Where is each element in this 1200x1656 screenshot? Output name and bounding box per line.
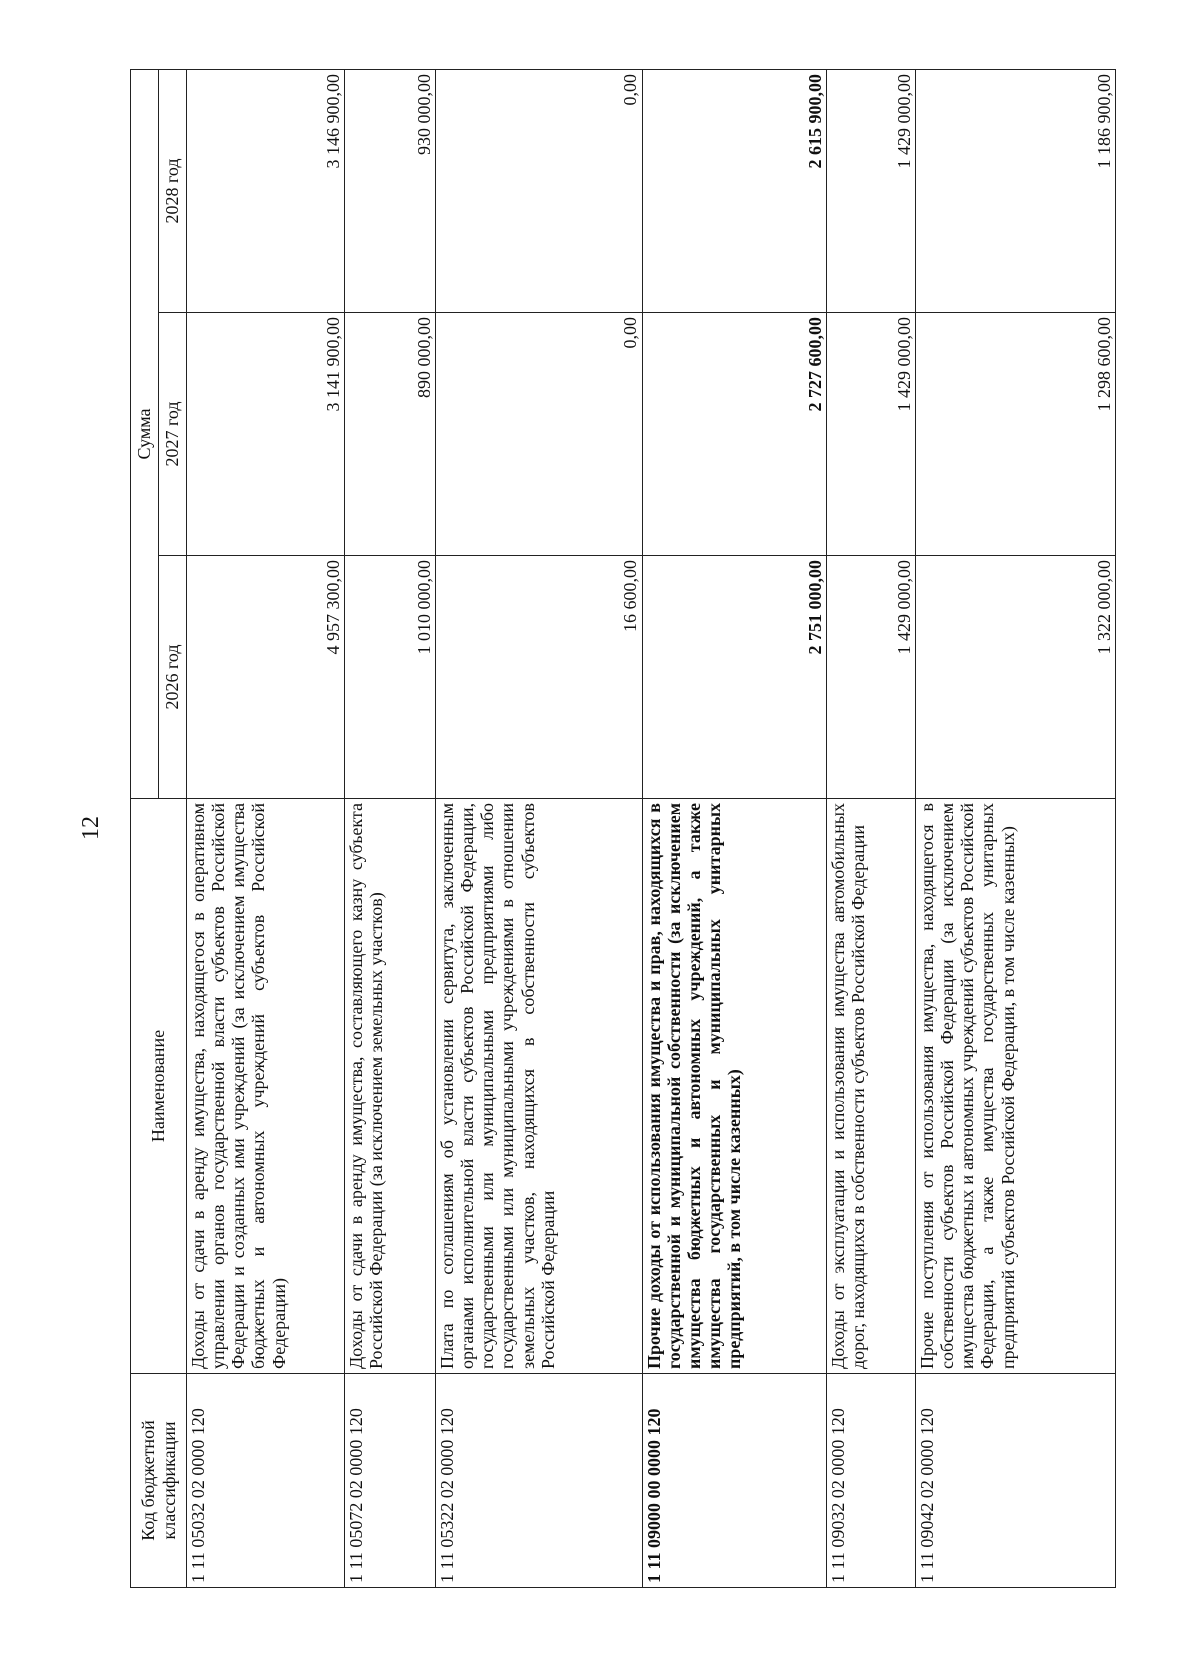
row-code: 1 11 09042 02 0000 120 <box>915 1374 1115 1588</box>
row-sum-2027: 1 429 000,00 <box>827 313 916 556</box>
table-row <box>915 69 1115 1587</box>
row-code: 1 11 05072 02 0000 120 <box>344 1374 435 1588</box>
table-row <box>187 69 345 1587</box>
row-sum-2028: 1 186 900,00 <box>915 69 1115 312</box>
header-name: Наименование <box>131 799 187 1374</box>
header-year-2028: 2028 год <box>159 69 187 312</box>
row-code: 1 11 09032 02 0000 120 <box>827 1374 916 1588</box>
table-row <box>435 69 642 1587</box>
row-sum-2027: 2 727 600,00 <box>642 313 826 556</box>
budget-table <box>130 69 1116 1588</box>
row-sum-2027: 1 298 600,00 <box>915 313 1115 556</box>
header-row <box>131 69 159 1587</box>
header-year-2026: 2026 год <box>159 556 187 799</box>
row-sum-2026: 16 600,00 <box>435 556 642 799</box>
rotated-page <box>70 58 1130 1598</box>
row-name: Доходы от сдачи в аренду имущества, находящегося в оперативном управлении органов государственной власти субъектов Российской Федерации и созданных ими учреждений (за исключением имущества бюджетных и автономных учреждений субъектов Российской Федерации) <box>187 799 345 1374</box>
row-code: 1 11 05322 02 0000 120 <box>435 1374 642 1588</box>
row-code: 1 11 09000 00 0000 120 <box>642 1374 826 1588</box>
header-code: Код бюджетной классификации <box>131 1374 187 1588</box>
header-sum: Сумма <box>131 69 159 798</box>
table-row <box>642 69 826 1587</box>
row-sum-2027: 0,00 <box>435 313 642 556</box>
row-sum-2026: 1 429 000,00 <box>827 556 916 799</box>
row-name: Доходы от эксплуатации и использования имущества автомобильных дорог, находящихся в собственности субъектов Российской Федерации <box>827 799 916 1374</box>
table-row <box>344 69 435 1587</box>
row-sum-2028: 930 000,00 <box>344 69 435 312</box>
row-name: Прочие поступления от использования имущества, находящегося в собственности субъектов Российской Федерации (за исключением имущества бюджетных и автономных учреждений субъектов Российской Федерации, а также имущества государственных унитарных предприятий субъектов Российской Федерации, в том числе казенных) <box>915 799 1115 1374</box>
row-sum-2028: 0,00 <box>435 69 642 312</box>
row-name: Прочие доходы от использования имущества и прав, находящихся в государственной и муниципальной собственности (за исключением имущества бюджетных и автономных учреждений, а также имущества государственных и муниципальных унитарных предприятий, в том числе казенных) <box>642 799 826 1374</box>
header-year-2027: 2027 год <box>159 313 187 556</box>
row-sum-2026: 1 322 000,00 <box>915 556 1115 799</box>
row-sum-2026: 4 957 300,00 <box>187 556 345 799</box>
row-sum-2026: 2 751 000,00 <box>642 556 826 799</box>
page-number: 12 <box>78 816 104 840</box>
table-row <box>827 69 916 1587</box>
row-code: 1 11 05032 02 0000 120 <box>187 1374 345 1588</box>
row-sum-2027: 3 141 900,00 <box>187 313 345 556</box>
row-sum-2028: 1 429 000,00 <box>827 69 916 312</box>
row-sum-2026: 1 010 000,00 <box>344 556 435 799</box>
row-sum-2027: 890 000,00 <box>344 313 435 556</box>
row-sum-2028: 2 615 900,00 <box>642 69 826 312</box>
row-name: Доходы от сдачи в аренду имущества, составляющего казну субъекта Российской Федерации (за исключением земельных участков) <box>344 799 435 1374</box>
row-sum-2028: 3 146 900,00 <box>187 69 345 312</box>
row-name: Плата по соглашениям об установлении сервитута, заключенным органами исполнительной власти субъектов Российской Федерации, государственными или муниципальными предприятиями либо государственными или муниципальными учреждениями в отношении земельных участков, находящихся в собственности субъектов Российской Федерации <box>435 799 642 1374</box>
